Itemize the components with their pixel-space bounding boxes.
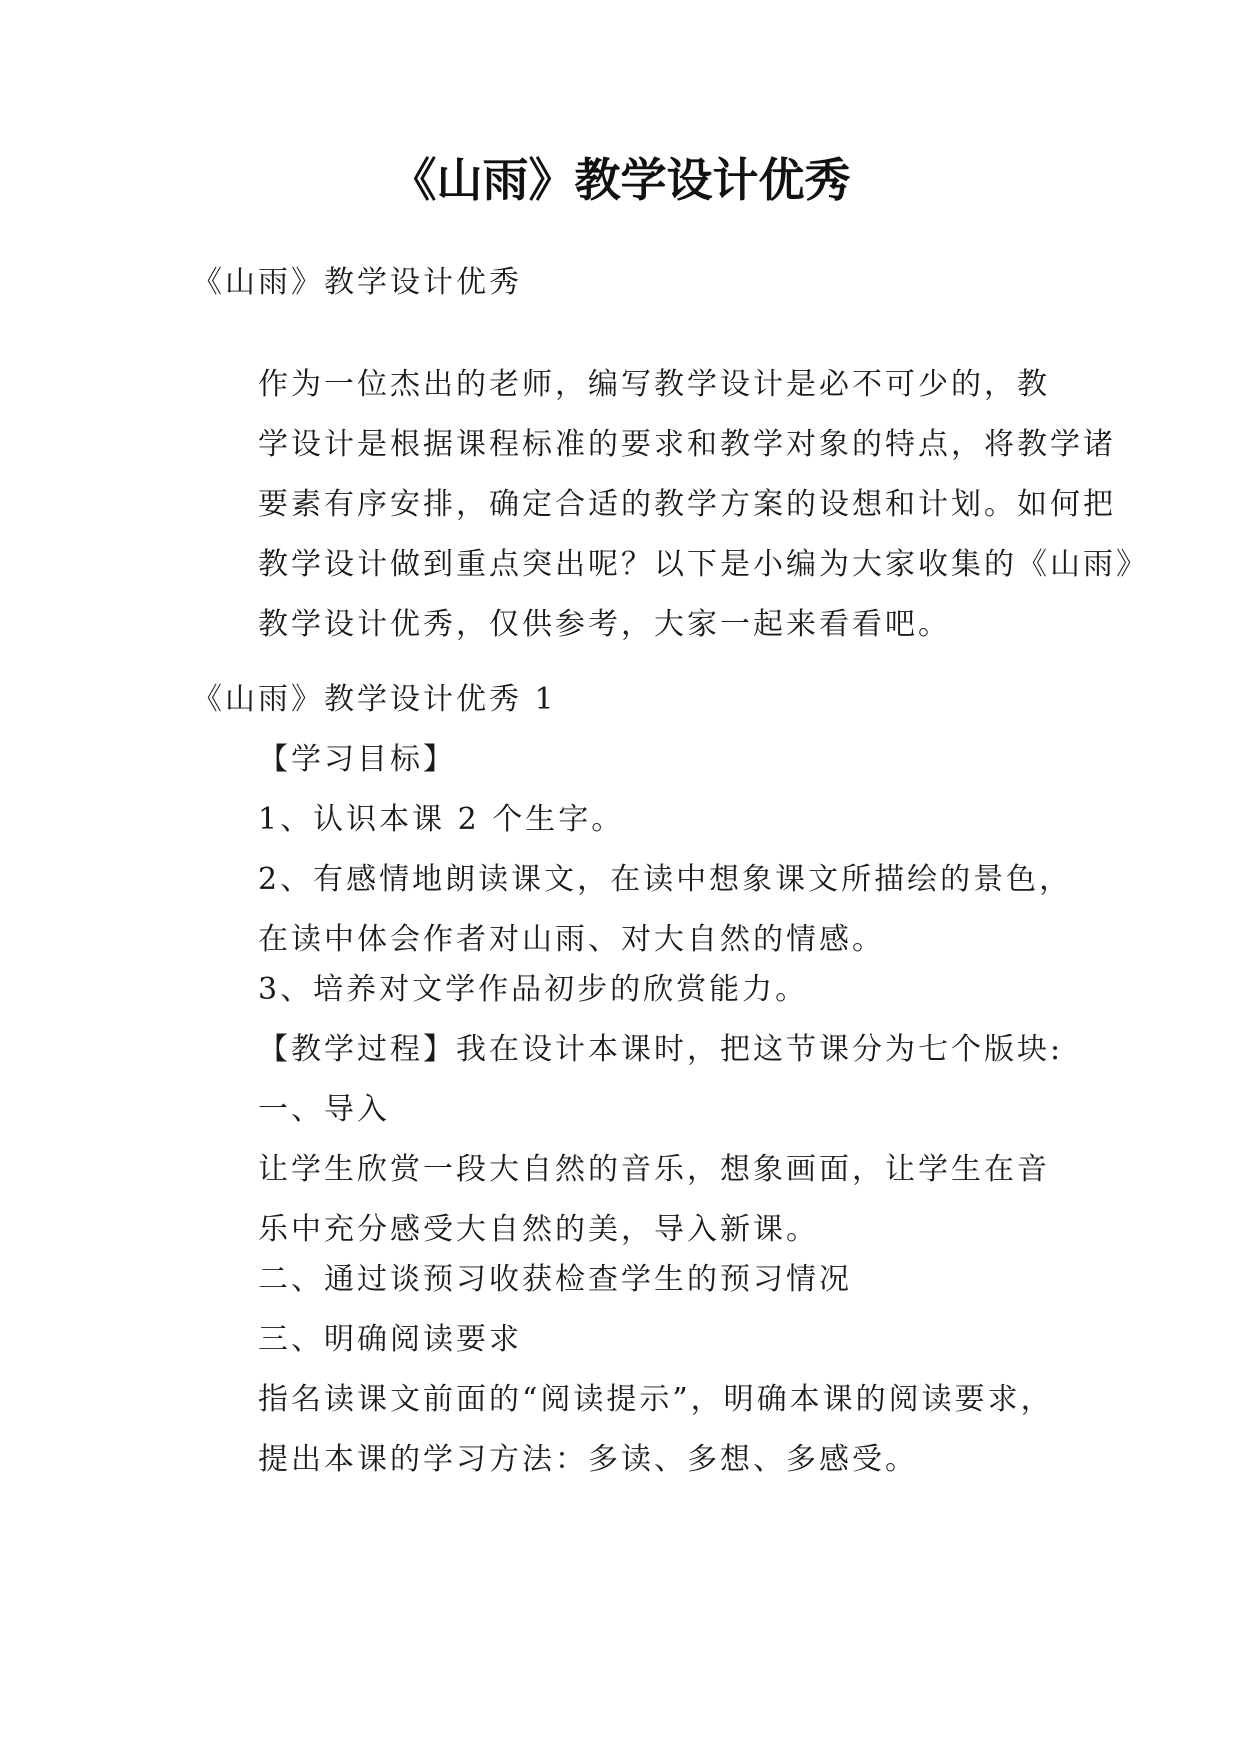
- intro-line: 作为一位杰出的老师，编写教学设计是必不可少的，教: [258, 367, 1050, 402]
- goal-2: [192, 850, 1072, 970]
- intro-line: 要素有序安排，确定合适的教学方案的设想和计划。如何把: [258, 487, 1116, 522]
- step-2-heading: 二、通过谈预习收获检查学生的预习情况: [258, 1262, 852, 1297]
- step-3-body-line: 提出本课的学习方法：多读、多想、多感受。: [258, 1442, 918, 1477]
- step-1-body-line: 让学生欣赏一段大自然的音乐，想象画面，让学生在音: [258, 1152, 1050, 1187]
- goals-heading: 【学习目标】: [258, 742, 456, 777]
- intro-line: 教学设计优秀，仅供参考，大家一起来看看吧。: [258, 607, 951, 642]
- step-1-body-line: 乐中充分感受大自然的美，导入新课。: [258, 1212, 819, 1247]
- section-title: 《山雨》教学设计优秀 1: [192, 682, 557, 717]
- goal-2-line: 在读中体会作者对山雨、对大自然的情感。: [258, 922, 885, 957]
- step-1-body: [192, 1140, 1072, 1260]
- intro-line: 学设计是根据课程标准的要求和教学对象的特点，将教学诸: [258, 427, 1116, 462]
- document-title: 《山雨》教学设计优秀: [390, 153, 851, 207]
- step-3-body: [192, 1370, 1072, 1490]
- step-3-heading: 三、明确阅读要求: [258, 1322, 522, 1357]
- intro-line: 教学设计做到重点突出呢？以下是小编为大家收集的《山雨》: [258, 547, 1149, 582]
- goal-1: 1、认识本课 2 个生字。: [258, 802, 625, 837]
- document-subtitle: 《山雨》教学设计优秀: [192, 265, 522, 300]
- step-1-heading: 一、导入: [258, 1092, 390, 1127]
- goal-3: 3、培养对文学作品初步的欣赏能力。: [258, 972, 809, 1007]
- step-3-body-line: 指名读课文前面的“阅读提示”，明确本课的阅读要求，: [258, 1382, 1054, 1417]
- process-line: 【教学过程】我在设计本课时，把这节课分为七个版块:: [258, 1032, 1064, 1067]
- goal-2-line: 2、有感情地朗读课文，在读中想象课文所描绘的景色，: [258, 862, 1073, 897]
- intro-paragraph: [192, 355, 1149, 655]
